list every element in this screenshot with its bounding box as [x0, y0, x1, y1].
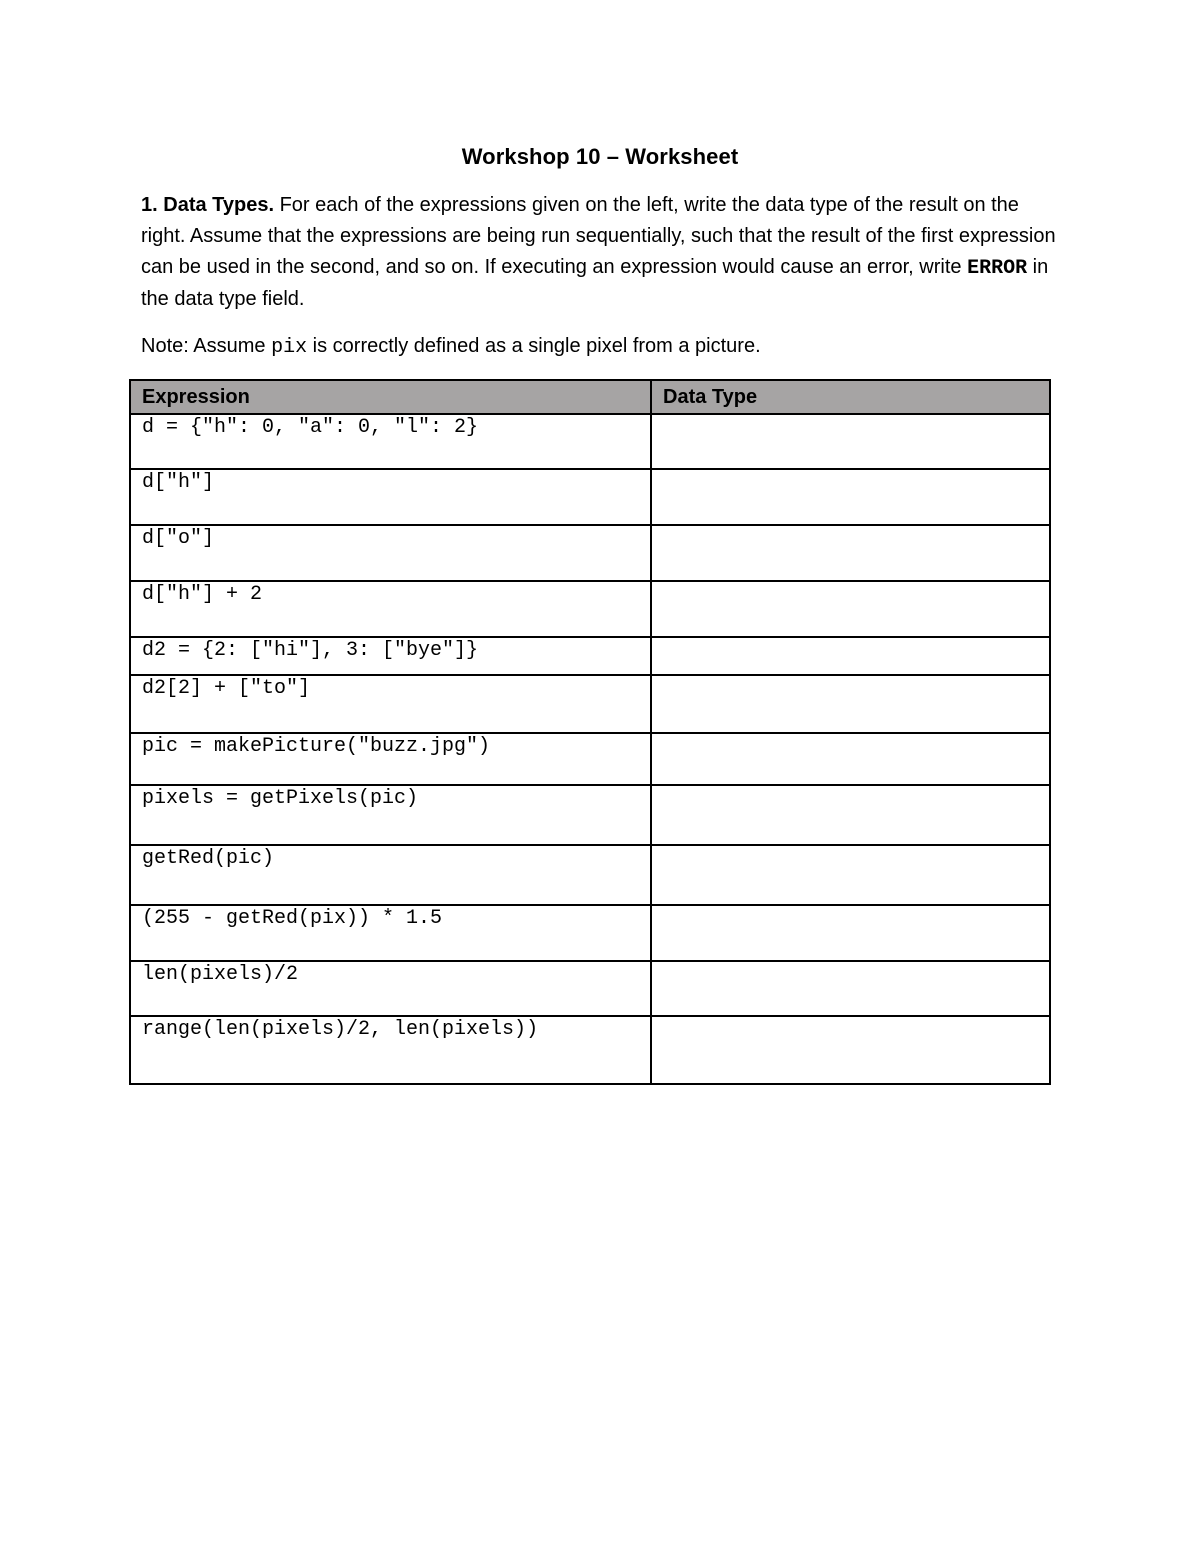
note-code: pix [271, 336, 308, 359]
data-type-cell[interactable] [651, 637, 1050, 675]
note-text-before: Assume [193, 335, 266, 357]
note-label: Note: [141, 335, 189, 357]
data-type-cell[interactable] [651, 525, 1050, 581]
page-title: Workshop 10 – Worksheet [461, 144, 739, 169]
data-types-table [129, 379, 1051, 1085]
question-number: 1. [141, 194, 158, 216]
table-row [130, 637, 1050, 675]
table-row [130, 845, 1050, 905]
expression-cell: len(pixels)/2 [130, 961, 651, 1016]
question-instructions: For each of the expressions given on the left, write the data type of the result on the right. Assume that the expressions are being run sequentially, such that the result of the first expression can be used in the second, and so on. If executing an expression would cause an error, write [141, 194, 1056, 278]
table-row [130, 961, 1050, 1016]
table-header-row [130, 380, 1050, 414]
expression-cell: pixels = getPixels(pic) [130, 785, 651, 845]
expression-cell: pic = makePicture("buzz.jpg") [130, 733, 651, 785]
table-row [130, 525, 1050, 581]
expression-cell: range(len(pixels)/2, len(pixels)) [130, 1016, 651, 1084]
data-type-cell[interactable] [651, 845, 1050, 905]
expression-cell: d["h"] + 2 [130, 581, 651, 637]
header-expression: Expression [130, 380, 651, 414]
data-type-cell[interactable] [651, 675, 1050, 733]
table-row [130, 675, 1050, 733]
question-paragraph [141, 190, 1056, 315]
table-row [130, 414, 1050, 469]
data-type-cell[interactable] [651, 581, 1050, 637]
expression-cell: d["h"] [130, 469, 651, 525]
expression-cell: d["o"] [130, 525, 651, 581]
table-row [130, 733, 1050, 785]
data-type-cell[interactable] [651, 905, 1050, 961]
header-data-type: Data Type [651, 380, 1050, 414]
table-row [130, 785, 1050, 845]
error-keyword: ERROR [967, 257, 1028, 280]
table-row [130, 1016, 1050, 1084]
note-text-after: is correctly defined as a single pixel from a picture. [312, 335, 761, 357]
data-type-cell[interactable] [651, 961, 1050, 1016]
question-instructions-end: in the data type field. [141, 256, 1049, 310]
table-row [130, 581, 1050, 637]
data-type-cell[interactable] [651, 733, 1050, 785]
data-type-cell[interactable] [651, 469, 1050, 525]
expression-cell: d = {"h": 0, "a": 0, "l": 2} [130, 414, 651, 469]
table-row [130, 905, 1050, 961]
data-type-cell[interactable] [651, 414, 1050, 469]
table-row [130, 469, 1050, 525]
note-paragraph [141, 331, 1056, 363]
data-type-cell[interactable] [651, 1016, 1050, 1084]
data-type-cell[interactable] [651, 785, 1050, 845]
expression-cell: d2[2] + ["to"] [130, 675, 651, 733]
expression-cell: (255 - getRed(pix)) * 1.5 [130, 905, 651, 961]
expression-cell: getRed(pic) [130, 845, 651, 905]
expression-cell: d2 = {2: ["hi"], 3: ["bye"]} [130, 637, 651, 675]
question-heading: Data Types. [163, 194, 275, 216]
